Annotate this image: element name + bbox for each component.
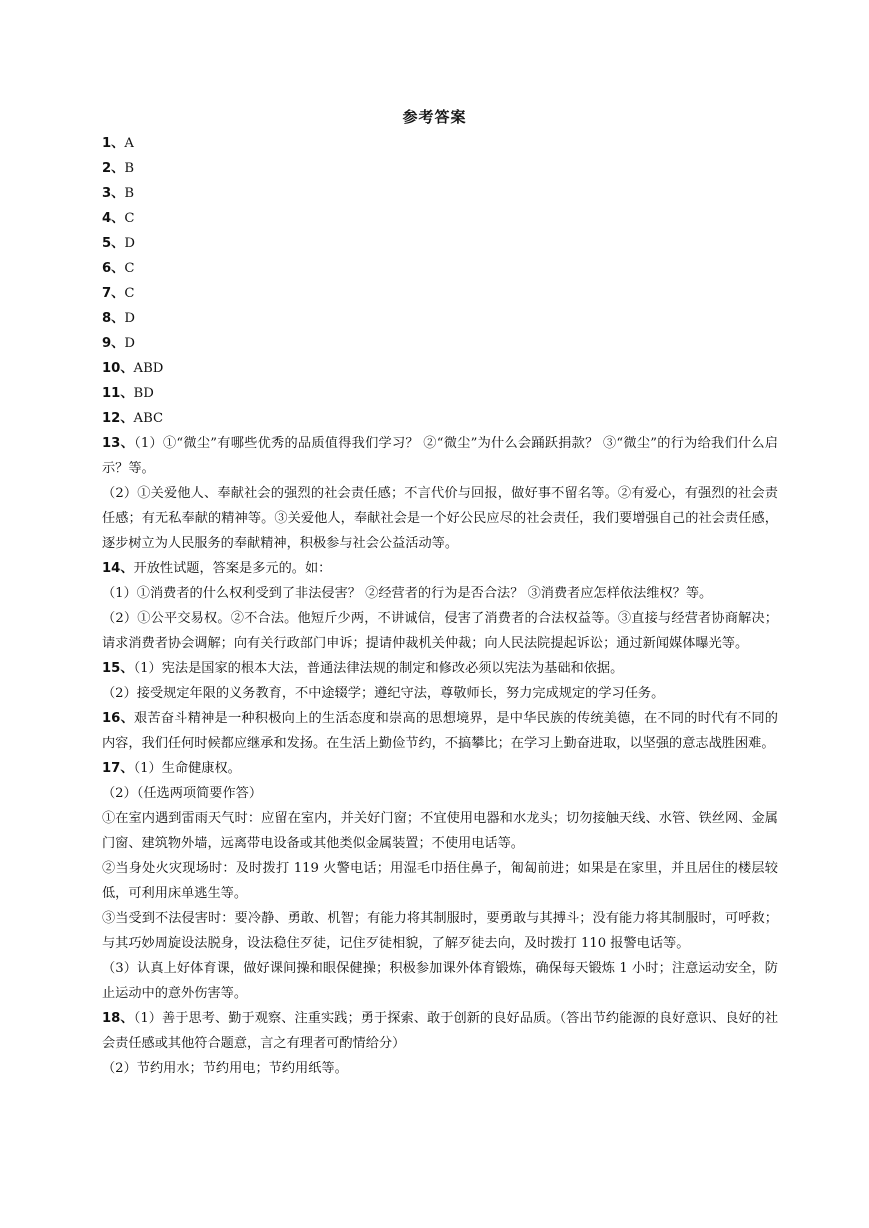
question-number: 9、 [102, 336, 125, 351]
answer-text: B [124, 161, 135, 176]
answer-content [102, 131, 778, 1081]
answer-text: C [124, 211, 135, 226]
question-number: 12、 [102, 411, 134, 426]
answer-text: 艰苦奋斗精神是一种积极向上的生活态度和崇高的思想境界，是中华民族的传统美德，在不同的时代有不同的内容，我们任何时候都应继承和发扬。在生活上勤俭节约，不搞攀比；在学习上勤奋进取，以坚强的意志战胜困难。 [102, 711, 778, 751]
q17-item-a: ①在室内遇到雷雨天气时：应留在室内，并关好门窗；不宜使用电器和水龙头；切勿接触天线、水管、铁丝网、金属门窗、建筑物外墙，远离带电设备或其他类似金属装置；不使用电话等。 [102, 811, 778, 851]
answer-text: C [124, 286, 135, 301]
mc-answer-2 [102, 156, 778, 181]
mc-answer-7 [102, 281, 778, 306]
q15-part-2: （2）接受规定年限的义务教育，不中途辍学；遵纪守法，尊敬师长，努力完成规定的学习任务。 [102, 686, 665, 701]
answer-text: BD [133, 386, 154, 401]
answer-text: （1）善于思考、勤于观察、注重实践；勇于探索、敢于创新的良好品质。（答出节约能源的良好意识、良好的社会责任感或其他符合题意，言之有理者可酌情给分） [102, 1011, 779, 1051]
mc-answer-6 [102, 256, 778, 281]
q17-item-c: ③当受到不法侵害时：要冷静、勇敢、机智；有能力将其制服时，要勇敢与其搏斗；没有能力将其制服时，可呼救；与其巧妙周旋设法脱身，设法稳住歹徒，记住歹徒相貌，了解歹徒去向，及时拨打 110 报警电话等。 [102, 911, 778, 951]
q14-part-1: （1）①消费者的什么权利受到了非法侵害？ ②经营者的行为是否合法？ ③消费者应怎样依法维权？等。 [102, 586, 713, 601]
answer-text: ABC [133, 411, 164, 426]
answer-text: B [124, 186, 135, 201]
mc-answer-10 [102, 356, 778, 381]
mc-answer-5 [102, 231, 778, 256]
question-number: 5、 [102, 236, 125, 251]
question-number: 18、 [102, 1011, 134, 1026]
q15-part-1 [102, 656, 778, 681]
answer-text: （1）宪法是国家的根本大法，普通法律法规的制定和修改必须以宪法为基础和依据。 [133, 661, 624, 676]
page-title: 参考答案 [402, 108, 467, 126]
answer-text: A [124, 136, 134, 151]
q17-part-3: （3）认真上好体育课，做好课间操和眼保健操；积极参加课外体育锻炼，确保每天锻炼 1 小时；注意运动安全，防止运动中的意外伤害等。 [102, 961, 778, 1001]
question-number: 10、 [102, 361, 134, 376]
mc-answer-9 [102, 331, 778, 356]
question-number: 13、 [102, 436, 135, 451]
q18-part-1 [102, 1006, 778, 1056]
mc-answer-12 [102, 406, 778, 431]
answer-text: 开放性试题，答案是多元的。如： [133, 561, 332, 576]
q17-part-1 [102, 756, 778, 781]
q16-answer [102, 706, 778, 756]
question-number: 15、 [102, 661, 134, 676]
question-number: 14、 [102, 561, 134, 576]
mc-answer-3 [102, 181, 778, 206]
question-number: 16、 [102, 711, 135, 726]
question-number: 1、 [102, 136, 125, 151]
answer-text: （1）生命健康权。 [133, 761, 241, 776]
q13-part-2: （2）①关爱他人、奉献社会的强烈的社会责任感；不言代价与回报，做好事不留名等。②有爱心，有强烈的社会责任感；有无私奉献的精神等。③关爱他人，奉献社会是一个好公民应尽的社会责任，我们要增强自己的社会责任感，逐步树立为人民服务的奉献精神，积极参与社会公益活动等。 [102, 486, 778, 551]
mc-answer-1 [102, 131, 778, 156]
q14-part-2: （2）①公平交易权。②不合法。他短斤少两，不讲诚信，侵害了消费者的合法权益等。③直接与经营者协商解决；请求消费者协会调解；向有关行政部门申诉；提请仲裁机关仲裁；向人民法院提起诉讼；通过新闻媒体曝光等。 [102, 611, 778, 651]
question-number: 2、 [102, 161, 125, 176]
question-number: 17、 [102, 761, 134, 776]
question-number: 11、 [102, 386, 134, 401]
answer-text: C [124, 261, 135, 276]
question-number: 7、 [102, 286, 125, 301]
mc-answer-11 [102, 381, 778, 406]
q17-part-2: （2）（任选两项简要作答） [102, 786, 263, 801]
answer-text: （1）①“微尘”有哪些优秀的品质值得我们学习？ ②“微尘”为什么会踊跃捐款？ ③“微尘”的行为给我们什么启示？等。 [102, 436, 778, 476]
question-number: 6、 [102, 261, 125, 276]
answer-text: D [124, 336, 135, 351]
question-number: 3、 [102, 186, 125, 201]
mc-answer-8 [102, 306, 778, 331]
question-number: 8、 [102, 311, 125, 326]
q17-item-b: ②当身处火灾现场时：及时拨打 119 火警电话；用湿毛巾捂住鼻子，匍匐前进；如果是在家里，并且居住的楼层较低，可利用床单逃生等。 [102, 861, 778, 901]
answer-text: D [124, 311, 135, 326]
answer-text: ABD [133, 361, 164, 376]
q14-intro [102, 556, 778, 581]
mc-answer-4 [102, 206, 778, 231]
q18-part-2: （2）节约用水；节约用电；节约用纸等。 [102, 1061, 348, 1076]
question-number: 4、 [102, 211, 125, 226]
q13-part-1 [102, 431, 778, 481]
answer-text: D [124, 236, 135, 251]
